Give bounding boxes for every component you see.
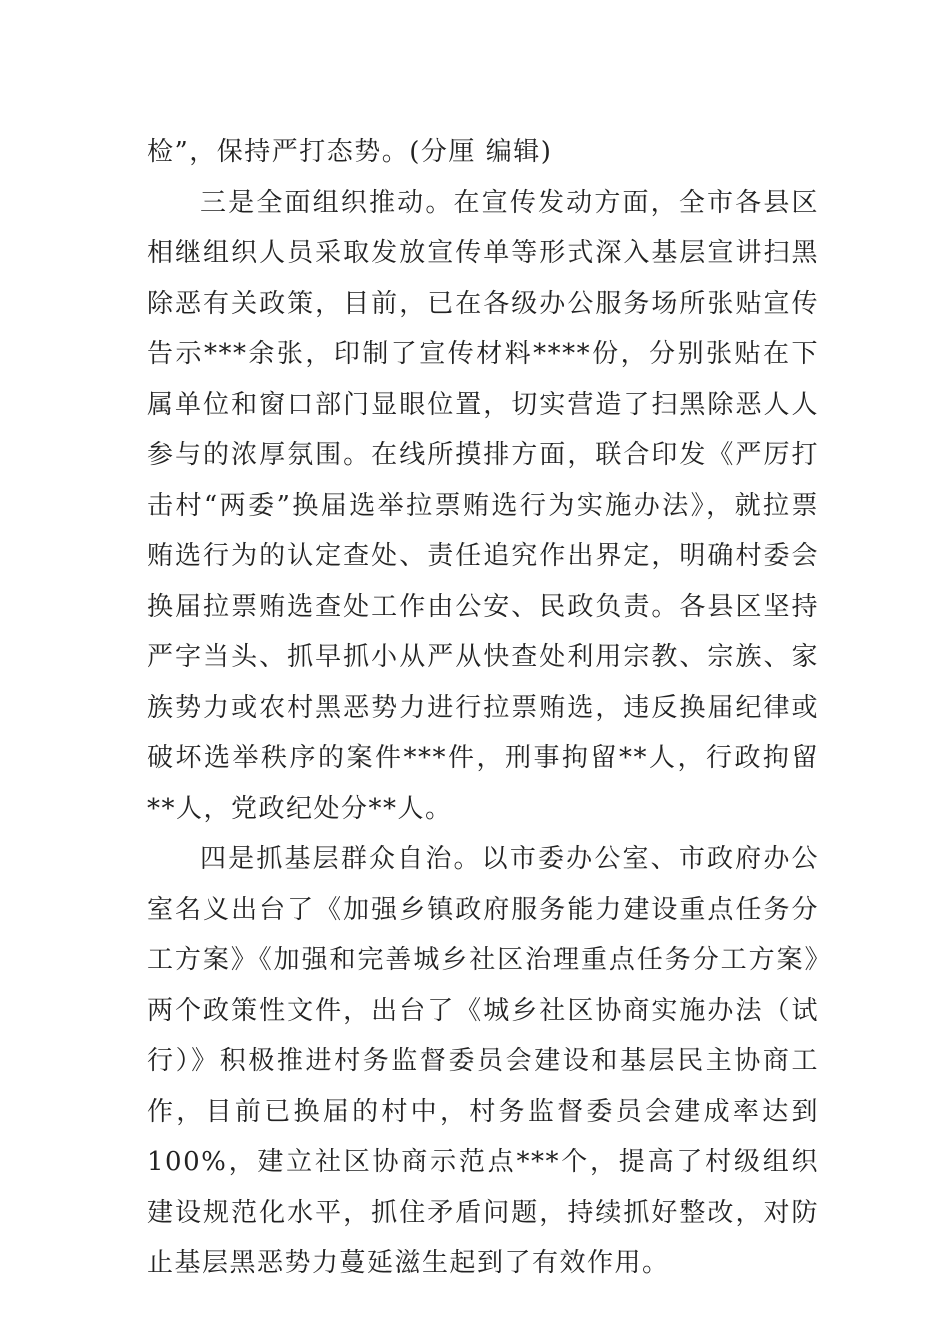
- document-body: [147, 127, 819, 1289]
- paragraph-continuation: 检”，保持严打态势。(分厘 编辑): [147, 137, 553, 167]
- paragraph-grassroots-autonomy: 四是抓基层群众自治。以市委办公室、市政府办公室名义出台了《加强乡镇政府服务能力建设重点任务分工方案》《加强和完善城乡社区治理重点任务分工方案》两个政策性文件，出台了《城乡社区协商实施办法（试行）》积极推进村务监督委员会建设和基层民主协商工作，目前已换届的村中，村务监督委员会建成率达到100%，建立社区协商示范点***个，提高了村级组织建设规范化水平，抓住矛盾问题，持续抓好整改，对防止基层黑恶势力蔓延滋生起到了有效作用。: [147, 844, 819, 1278]
- paragraph-organize-promotion: 三是全面组织推动。在宣传发动方面，全市各县区相继组织人员采取发放宣传单等形式深入基层宣讲扫黑除恶有关政策，目前，已在各级办公服务场所张贴宣传告示***余张，印制了宣传材料****份，分别张贴在下属单位和窗口部门显眼位置，切实营造了扫黑除恶人人参与的浓厚氛围。在线所摸排方面，联合印发《严厉打击村“两委”换届选举拉票贿选行为实施办法》，就拉票贿选行为的认定查处、责任追究作出界定，明确村委会换届拉票贿选查处工作由公安、民政负责。各县区坚持严字当头、抓早抓小从严从快查处利用宗教、宗族、家族势力或农村黑恶势力进行拉票贿选，违反换届纪律或破坏选举秩序的案件***件，刑事拘留**人，行政拘留**人，党政纪处分**人。: [147, 187, 819, 824]
